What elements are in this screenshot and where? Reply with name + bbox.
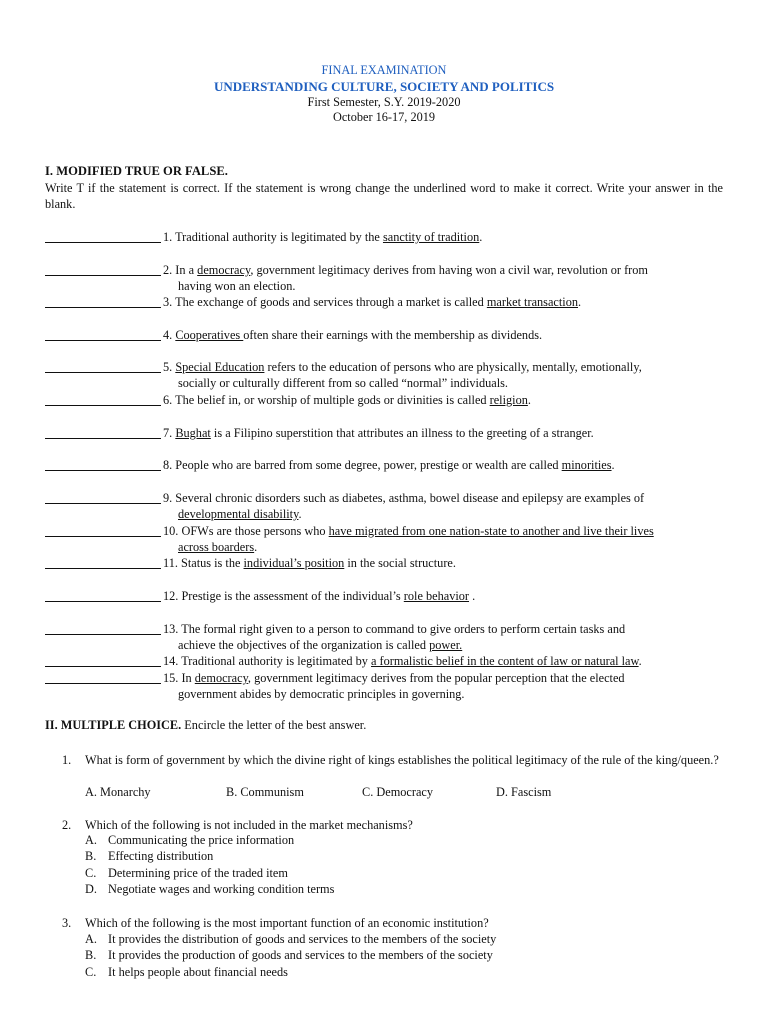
answer-blank[interactable] [45, 229, 161, 243]
answer-blank[interactable] [45, 523, 161, 537]
underlined-term: have migrated from one nation-state to another and live their lives [328, 524, 654, 538]
underlined-term: role behavior [403, 589, 470, 603]
question-stem: Which of the following is not included in the market mechanisms? [85, 818, 413, 832]
answer-blank[interactable] [45, 490, 161, 504]
underlined-term: individual’s position [243, 556, 345, 570]
exam-title: FINAL EXAMINATION [321, 63, 447, 77]
answer-blank[interactable] [45, 359, 161, 373]
underlined-term: Bughat [175, 426, 211, 440]
option-d[interactable]: D. Fascism [496, 785, 552, 799]
exam-page: FINAL EXAMINATION UNDERSTANDING CULTURE, SOCIETY AND POLITICS First Semester, S.Y. 2019-2020 October 16-17, 2019 I. MODIFIED TRUE OR FALSE. Write T if the statement is correct. If the statement is wrong change the underlined word to make it correct. Write your answer in the blank. 1. Traditional authority is legitimated by the sanctity of tradition. 2. In a democracy, government legitimacy derives from having won a civil war, revolution or from having won an election. 3. The exchange of goods and services through a market is called market transaction. 4. Cooperatives often share their earnings with the membership as dividends. 5. Special Education refers to the education of persons who are physically, mentally, emotionally, socially or culturally different from so called “normal” individuals. 6. The belief in, or worship of multiple gods or divinities is called religion. 7. Bughat is a Filipino superstition that attributes an illness to the greeting of a stranger. 8. People who are barred from some degree, power, prestige or wealth are called minorities. 9. Several chronic disorders such as diabetes, asthma, bowel disease and epilepsy are examples of developmental disability. 10. OFWs are those persons who have migrated from one nation-state to another and live their lives across boarders. 11. Status is the individual’s position in the social structure. 12. Prestige is the assessment of the individual’s role behavior . 13. The formal right given to a person to command to give orders to perform certain tasks and achieve the objectives of the organization is called power. 14. Traditional authority is legitimated by a formalistic belief in the content of law or natural law. 15. In democracy, government legitimacy derives from the popular perception that the elected government abides by democratic principles in governing. II. MULTIPLE CHOICE. Encircle the letter of the best answer. 1. What is form of government by which the divine right of kings establishes the political legitimacy of the rule of the king/queen.? A. Monarchy B. Communism C. Democracy D. Fascism 2. Which of the following is not included in the market mechanisms? A. Communicating the price information B. Effecting distribution C. Determining price of the traded item D. Negotiate wages and working condition terms 3. Which of the following is the most important function of an economic institution? A. It provides the distribution of goods and services to the members of the society B. It provides the production of goods and services to the members of the society C. It helps people about financial needs [0, 0, 768, 1024]
option-b[interactable]: B. Effecting distribution [85, 849, 214, 863]
answer-blank[interactable] [45, 653, 161, 667]
part1-instructions: Write T if the statement is correct. If the statement is wrong change the underlined word to make it correct. Write your answer in the blank. [45, 181, 723, 211]
question-stem: What is form of government by which the divine right of kings establishes the political legitimacy of the rule of the king/queen.? [85, 753, 719, 767]
underlined-term: democracy [194, 671, 248, 685]
answer-blank[interactable] [45, 588, 161, 602]
option-b[interactable]: B. It provides the production of goods and services to the members of the society [85, 948, 493, 962]
answer-blank[interactable] [45, 425, 161, 439]
underlined-term: Special Education [175, 360, 265, 374]
answer-blank[interactable] [45, 670, 161, 684]
option-d[interactable]: D. Negotiate wages and working condition terms [85, 882, 335, 896]
option-c[interactable]: C. Democracy [362, 785, 434, 799]
underlined-term: a formalistic belief in the content of law or natural law [371, 654, 639, 668]
underlined-term: developmental disability [178, 507, 299, 521]
underlined-term: democracy [197, 263, 251, 277]
underlined-term: religion [489, 393, 528, 407]
underlined-term: sanctity of tradition [382, 230, 480, 244]
answer-blank[interactable] [45, 555, 161, 569]
question-stem: Which of the following is the most important function of an economic institution? [85, 916, 489, 930]
part2-instructions: Encircle the letter of the best answer. [181, 718, 367, 732]
answer-blank[interactable] [45, 621, 161, 635]
semester-line: First Semester, S.Y. 2019-2020 [307, 95, 461, 109]
option-a[interactable]: A. Monarchy [85, 785, 151, 799]
option-a[interactable]: A. Communicating the price information [85, 833, 295, 847]
exam-date: October 16-17, 2019 [332, 110, 436, 124]
part2-heading: II. MULTIPLE CHOICE. Encircle the letter of the best answer. [45, 718, 367, 732]
underlined-term: Cooperatives [175, 328, 244, 342]
option-a[interactable]: A. It provides the distribution of goods and services to the members of the society [85, 932, 497, 946]
underlined-term: minorities [561, 458, 612, 472]
option-c[interactable]: C. Determining price of the traded item [85, 866, 288, 880]
underlined-term: power. [429, 638, 463, 652]
course-title: UNDERSTANDING CULTURE, SOCIETY AND POLITICS [213, 79, 555, 94]
answer-blank[interactable] [45, 392, 161, 406]
underlined-term: across boarders [178, 540, 255, 554]
part1-heading: I. MODIFIED TRUE OR FALSE. [45, 164, 228, 178]
answer-blank[interactable] [45, 262, 161, 276]
option-c[interactable]: C. It helps people about financial needs [85, 965, 288, 979]
answer-blank[interactable] [45, 327, 161, 341]
option-b[interactable]: B. Communism [226, 785, 304, 799]
answer-blank[interactable] [45, 294, 161, 308]
underlined-term: market transaction [486, 295, 579, 309]
answer-blank[interactable] [45, 457, 161, 471]
